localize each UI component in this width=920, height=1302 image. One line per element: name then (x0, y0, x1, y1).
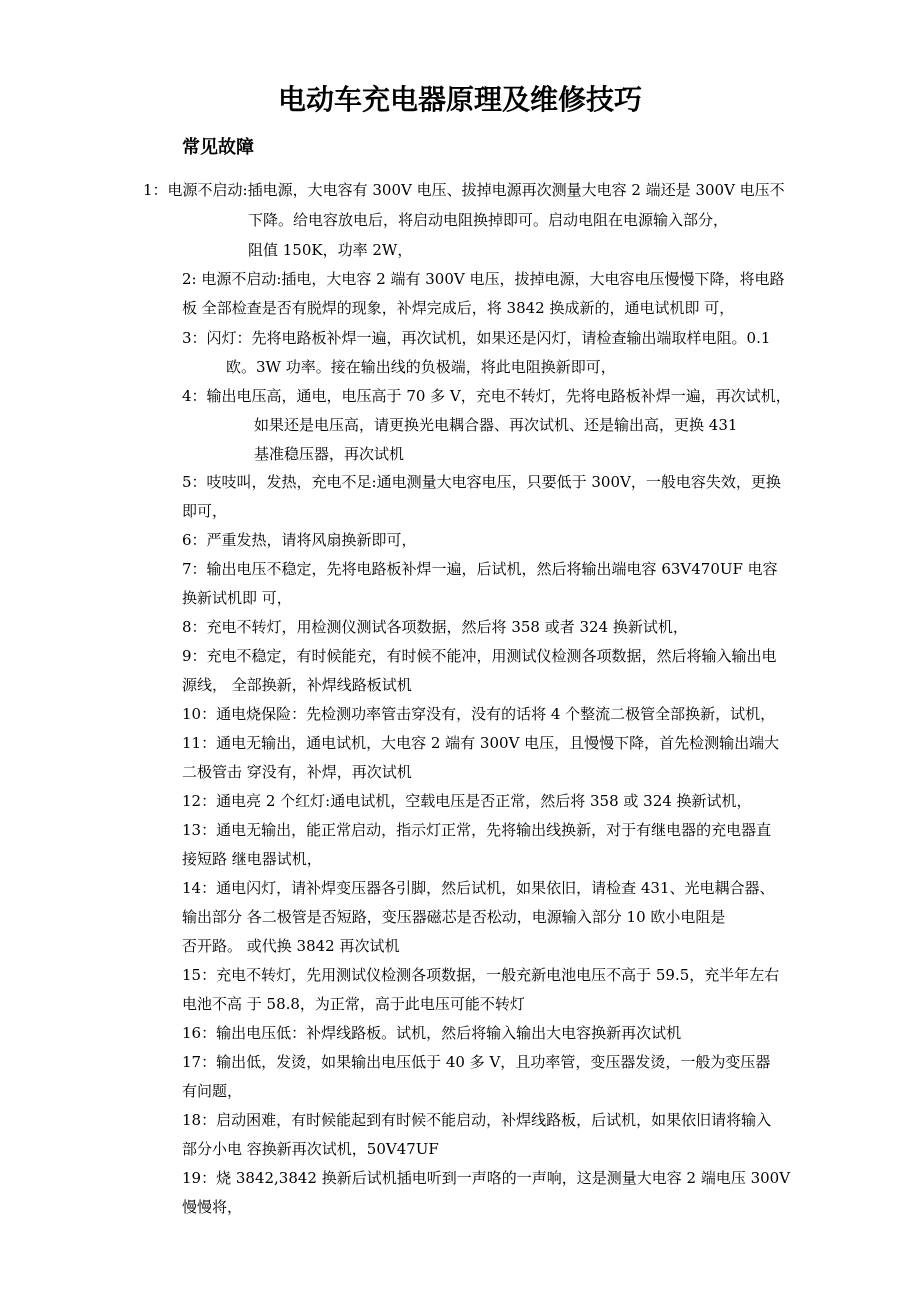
text-line: 下降。给电容放电后，将启动电阻换掉即可。启动电阻在电源输入部分， (248, 211, 729, 229)
text-line: 部分小电 容换新再次试机，50V47UF (182, 1140, 439, 1158)
text-line: 7：输出电压不稳定，先将电路板补焊一遍，后试机，然后将输出端电容 63V470UF 电容 (182, 560, 778, 578)
text-line: 11：通电无输出，通电试机，大电容 2 端有 300V 电压，且慢慢下降，首先检测输出端大 (182, 734, 780, 752)
text-line: 换新试机即 可， (182, 589, 292, 607)
text-line: 源线， 全部换新，补焊线路板试机 (182, 676, 412, 694)
section-heading: 常见故障 (182, 137, 254, 158)
text-line: 欧。3W 功率。接在输出线的负极端，将此电阻换新即可， (226, 358, 616, 376)
text-line: 9：充电不稳定，有时候能充，有时候不能冲，用测试仪检测各项数据，然后将输入输出电 (182, 647, 777, 665)
text-line: 5：吱吱叫，发热，充电不足:通电测量大电容电压，只要低于 300V，一般电容失效，更换 (182, 473, 781, 491)
text-line: 15：充电不转灯，先用测试仪检测各项数据，一般充新电池电压不高于 59.5，充半年左右 (182, 966, 780, 984)
text-line: 有问题， (182, 1082, 243, 1100)
text-line: 二极管击 穿没有，补焊，再次试机 (182, 763, 412, 781)
text-line: 3：闪灯：先将电路板补焊一遍，再次试机，如果还是闪灯，请检查输出端取样电阻。0.1 (182, 329, 771, 347)
text-line: 19：烧 3842,3842 换新后试机插电听到一声咯的一声响，这是测量大电容 2 端电压 300V (182, 1169, 791, 1187)
text-line: 13：通电无输出，能正常启动，指示灯正常，先将输出线换新，对于有继电器的充电器直 (182, 821, 772, 839)
text-line: 电池不高 于 58.8，为正常，高于此电压可能不转灯 (182, 995, 525, 1013)
document-title: 电动车充电器原理及维修技巧 (277, 83, 642, 116)
text-line: 10：通电烧保险：先检测功率管击穿没有，没有的话将 4 个整流二极管全部换新，试机， (182, 705, 776, 723)
text-line: 4：输出电压高，通电，电压高于 70 多 V，充电不转灯，先将电路板补焊一遍，再次试机， (182, 387, 791, 405)
text-line: 16：输出电压低：补焊线路板。试机，然后将输入输出大电容换新再次试机 (182, 1024, 682, 1042)
text-line: 12：通电亮 2 个红灯:通电试机，空载电压是否正常，然后将 358 或 324 换新试机， (182, 792, 752, 810)
text-line: 如果还是电压高，请更换光电耦合器、再次试机、还是输出高，更换 431 (254, 416, 738, 434)
text-line: 慢慢将， (182, 1198, 243, 1216)
text-line: 基准稳压器，再次试机 (254, 445, 405, 463)
text-line: 否开路。 或代换 3842 再次试机 (182, 937, 400, 955)
text-line: 接短路 继电器试机， (182, 850, 322, 868)
text-line: 板 全部检查是否有脱焊的现象，补焊完成后，将 3842 换成新的，通电试机即 可， (182, 299, 735, 317)
text-line: 17：输出低，发烫，如果输出电压低于 40 多 V，且功率管，变压器发烫，一般为变压器 (182, 1053, 771, 1071)
text-line: 阻值 150K，功率 2W， (248, 241, 413, 259)
text-line: 输出部分 各二极管是否短路，变压器磁芯是否松动，电源输入部分 10 欧小电阻是 (182, 908, 726, 926)
text-line: 18：启动困难，有时候能起到有时候不能启动，补焊线路板，后试机，如果依旧请将输入 (182, 1111, 772, 1129)
text-line: 8：充电不转灯，用检测仪测试各项数据，然后将 358 或者 324 换新试机， (182, 618, 688, 636)
text-line: 14：通电闪灯，请补焊变压器各引脚，然后试机，如果依旧，请检查 431、光电耦合器、 (182, 879, 775, 897)
text-line: 1：电源不启动:插电源，大电容有 300V 电压、拔掉电源再次测量大电容 2 端还是 300V 电压不 (143, 181, 785, 199)
text-line: 6：严重发热，请将风扇换新即可， (182, 531, 417, 549)
text-line: 即可， (182, 502, 228, 520)
text-line: 2: 电源不启动:插电，大电容 2 端有 300V 电压，拔掉电源，大电容电压慢慢下降，将电路 (182, 270, 785, 288)
